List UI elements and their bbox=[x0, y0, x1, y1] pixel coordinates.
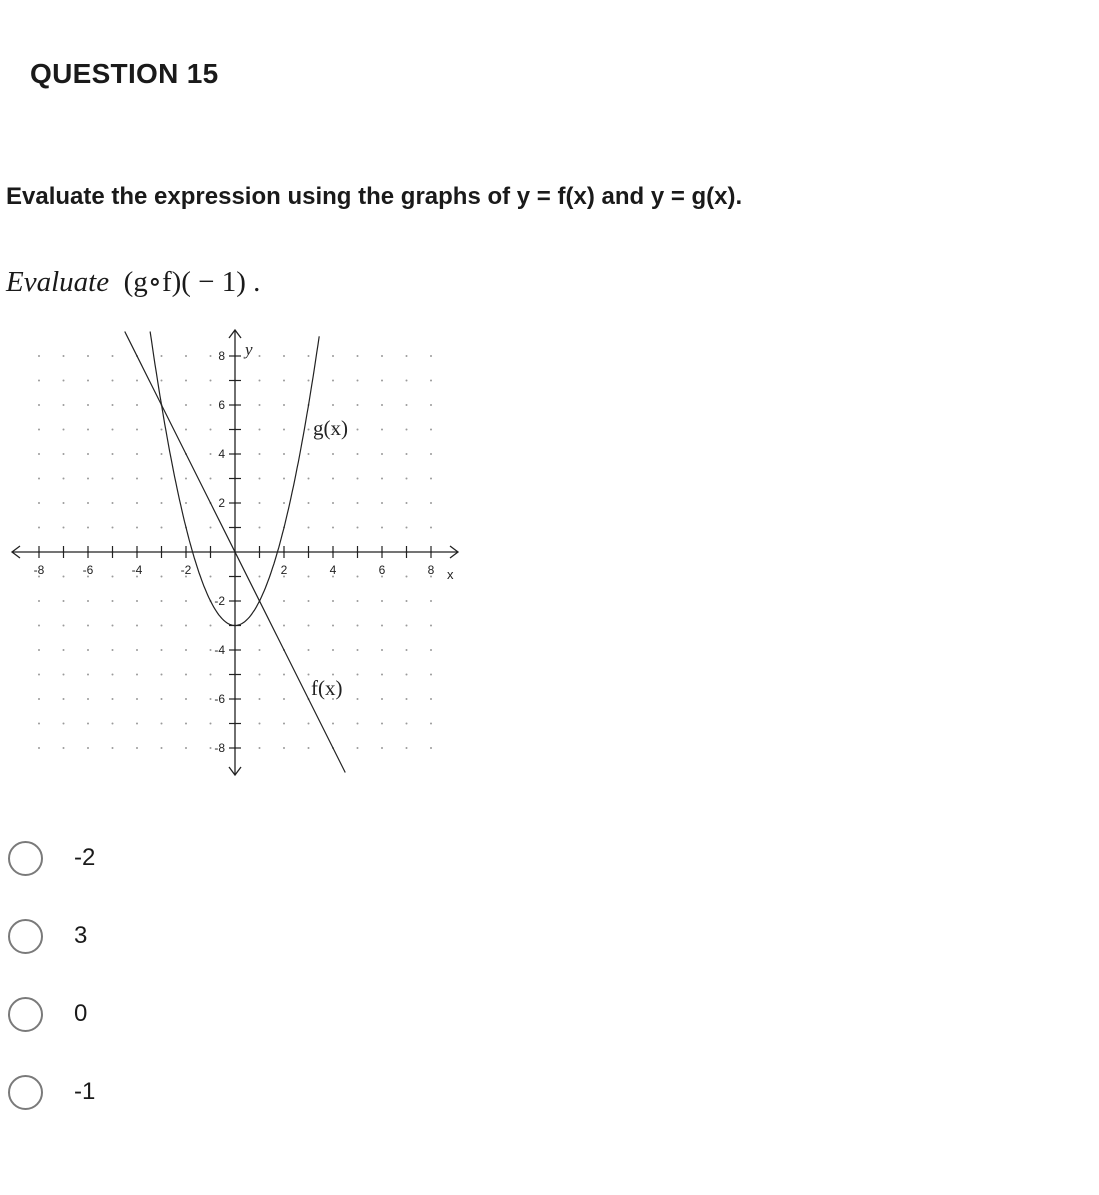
grid-dot bbox=[63, 527, 65, 529]
grid-dot bbox=[210, 380, 212, 382]
grid-dot bbox=[161, 674, 163, 676]
grid-dot bbox=[332, 600, 334, 602]
grid-dot bbox=[357, 502, 359, 504]
grid-dot bbox=[112, 625, 114, 627]
grid-dot bbox=[161, 600, 163, 602]
grid-dot bbox=[87, 355, 89, 357]
y-tick-label: 2 bbox=[218, 496, 225, 510]
grid-dot bbox=[381, 355, 383, 357]
grid-dot bbox=[283, 625, 285, 627]
grid-dot bbox=[161, 723, 163, 725]
grid-dot bbox=[38, 429, 40, 431]
grid-dot bbox=[63, 625, 65, 627]
grid-dot bbox=[259, 478, 261, 480]
grid-dot bbox=[308, 649, 310, 651]
grid-dot bbox=[283, 429, 285, 431]
grid-dot bbox=[283, 674, 285, 676]
option-label[interactable]: -1 bbox=[74, 1078, 96, 1105]
grid-dot bbox=[38, 723, 40, 725]
grid-dot bbox=[406, 747, 408, 749]
grid-dot bbox=[87, 600, 89, 602]
grid-dot bbox=[430, 478, 432, 480]
grid-dot bbox=[308, 674, 310, 676]
grid-dot bbox=[430, 380, 432, 382]
grid-dot bbox=[185, 747, 187, 749]
grid-dot bbox=[112, 355, 114, 357]
grid-dot bbox=[259, 698, 261, 700]
grid-dot bbox=[112, 453, 114, 455]
grid-dot bbox=[161, 625, 163, 627]
grid-dot bbox=[210, 698, 212, 700]
grid-dot bbox=[259, 453, 261, 455]
grid-dot bbox=[283, 698, 285, 700]
grid-dot bbox=[38, 478, 40, 480]
grid-dot bbox=[430, 453, 432, 455]
grid-dot bbox=[430, 698, 432, 700]
grid-dot bbox=[63, 576, 65, 578]
grid-dot bbox=[112, 429, 114, 431]
y-tick-label: -6 bbox=[214, 692, 225, 706]
grid-dot bbox=[161, 355, 163, 357]
grid-dot bbox=[185, 674, 187, 676]
grid-dot bbox=[381, 674, 383, 676]
grid-dot bbox=[63, 404, 65, 406]
grid-dot bbox=[283, 404, 285, 406]
grid-dot bbox=[259, 674, 261, 676]
y-tick-label: -4 bbox=[214, 643, 225, 657]
grid-dot bbox=[332, 649, 334, 651]
grid-dot bbox=[63, 478, 65, 480]
grid-dot bbox=[332, 380, 334, 382]
grid-dot bbox=[38, 698, 40, 700]
grid-dot bbox=[259, 355, 261, 357]
grid-dot bbox=[161, 380, 163, 382]
grid-dot bbox=[430, 355, 432, 357]
grid-dot bbox=[430, 649, 432, 651]
grid-dot bbox=[38, 674, 40, 676]
grid-dot bbox=[210, 429, 212, 431]
grid-dot bbox=[357, 380, 359, 382]
grid-dot bbox=[63, 355, 65, 357]
grid-dot bbox=[357, 674, 359, 676]
grid-dot bbox=[38, 453, 40, 455]
grid-dot bbox=[430, 747, 432, 749]
grid-dot bbox=[185, 625, 187, 627]
grid-dot bbox=[430, 429, 432, 431]
grid-dot bbox=[332, 404, 334, 406]
grid-dot bbox=[381, 429, 383, 431]
grid-dot bbox=[210, 355, 212, 357]
grid-dot bbox=[381, 453, 383, 455]
grid-dot bbox=[406, 404, 408, 406]
expression-math: (g∘f)( − 1) . bbox=[123, 266, 261, 298]
grid-dot bbox=[406, 723, 408, 725]
grid-dot bbox=[38, 404, 40, 406]
grid-dot bbox=[308, 355, 310, 357]
grid-dot bbox=[406, 698, 408, 700]
grid-dot bbox=[136, 502, 138, 504]
grid-dot bbox=[136, 453, 138, 455]
question-header: QUESTION 15 bbox=[30, 58, 219, 89]
grid-dot bbox=[381, 723, 383, 725]
grid-dot bbox=[161, 576, 163, 578]
grid-dot bbox=[430, 723, 432, 725]
grid-dot bbox=[87, 625, 89, 627]
grid-dot bbox=[161, 502, 163, 504]
grid-dot bbox=[283, 380, 285, 382]
grid-dot bbox=[308, 576, 310, 578]
grid-dot bbox=[112, 502, 114, 504]
grid-dot bbox=[406, 527, 408, 529]
grid-dot bbox=[406, 600, 408, 602]
grid-dot bbox=[259, 576, 261, 578]
radio-button[interactable] bbox=[8, 841, 43, 876]
grid-dot bbox=[357, 478, 359, 480]
grid-dot bbox=[185, 478, 187, 480]
grid-dot bbox=[161, 747, 163, 749]
grid-dot bbox=[112, 747, 114, 749]
y-tick-label: -8 bbox=[214, 741, 225, 755]
grid-dot bbox=[430, 600, 432, 602]
grid-dot bbox=[381, 625, 383, 627]
grid-dot bbox=[136, 649, 138, 651]
grid-dot bbox=[332, 502, 334, 504]
grid-dot bbox=[332, 355, 334, 357]
grid-dot bbox=[136, 478, 138, 480]
grid-dot bbox=[161, 429, 163, 431]
grid-dot bbox=[112, 674, 114, 676]
grid-dot bbox=[406, 674, 408, 676]
grid-dot bbox=[381, 600, 383, 602]
grid-dot bbox=[112, 698, 114, 700]
grid-dot bbox=[357, 355, 359, 357]
grid-dot bbox=[381, 527, 383, 529]
y-axis-label: y bbox=[245, 340, 253, 359]
grid-dot bbox=[406, 355, 408, 357]
grid-dot bbox=[185, 600, 187, 602]
option-label[interactable]: -2 bbox=[74, 844, 96, 871]
grid-dot bbox=[185, 502, 187, 504]
grid-dot bbox=[185, 404, 187, 406]
grid-dot bbox=[185, 649, 187, 651]
grid-dot bbox=[357, 649, 359, 651]
grid-dot bbox=[63, 429, 65, 431]
grid-dot bbox=[406, 453, 408, 455]
grid-dot bbox=[430, 527, 432, 529]
grid-dot bbox=[259, 527, 261, 529]
grid-dot bbox=[430, 625, 432, 627]
grid-dot bbox=[87, 698, 89, 700]
grid-dot bbox=[381, 380, 383, 382]
grid-dot bbox=[308, 600, 310, 602]
grid-dot bbox=[406, 380, 408, 382]
grid-dot bbox=[283, 723, 285, 725]
grid-dot bbox=[185, 429, 187, 431]
expression bbox=[6, 264, 260, 299]
grid-dot bbox=[63, 600, 65, 602]
grid-dot bbox=[259, 380, 261, 382]
grid-dot bbox=[381, 404, 383, 406]
grid-dot bbox=[87, 527, 89, 529]
grid-dot bbox=[112, 527, 114, 529]
grid-dot bbox=[357, 625, 359, 627]
grid-dot bbox=[136, 674, 138, 676]
grid-dot bbox=[112, 404, 114, 406]
grid-dot bbox=[63, 453, 65, 455]
x-tick-label: 8 bbox=[427, 563, 435, 577]
g-curve-label: g(x) bbox=[313, 416, 348, 440]
option-label[interactable]: 0 bbox=[74, 1000, 88, 1027]
grid-dot bbox=[308, 527, 310, 529]
grid-dot bbox=[357, 404, 359, 406]
grid-dot bbox=[406, 576, 408, 578]
grid-dot bbox=[87, 429, 89, 431]
grid-dot bbox=[185, 380, 187, 382]
x-tick-label: 4 bbox=[329, 563, 337, 577]
grid-dot bbox=[38, 502, 40, 504]
grid-dot bbox=[259, 404, 261, 406]
grid-dot bbox=[430, 674, 432, 676]
grid-dot bbox=[308, 478, 310, 480]
grid-dot bbox=[87, 723, 89, 725]
grid-dot bbox=[136, 404, 138, 406]
option-label[interactable]: 3 bbox=[74, 922, 88, 949]
grid-dot bbox=[357, 527, 359, 529]
grid-dot bbox=[136, 625, 138, 627]
grid-dot bbox=[283, 478, 285, 480]
grid-dot bbox=[38, 527, 40, 529]
grid-dot bbox=[308, 429, 310, 431]
grid-dot bbox=[136, 723, 138, 725]
grid-dot bbox=[136, 429, 138, 431]
grid-dot bbox=[38, 380, 40, 382]
grid-dot bbox=[87, 478, 89, 480]
grid-dot bbox=[210, 478, 212, 480]
grid-dot bbox=[381, 747, 383, 749]
grid-dot bbox=[38, 747, 40, 749]
grid-dot bbox=[161, 453, 163, 455]
grid-dot bbox=[112, 600, 114, 602]
grid-dot bbox=[308, 453, 310, 455]
grid-dot bbox=[406, 502, 408, 504]
grid-dot bbox=[259, 649, 261, 651]
grid-dot bbox=[185, 698, 187, 700]
grid-dot bbox=[357, 429, 359, 431]
grid-dot bbox=[259, 502, 261, 504]
grid-dot bbox=[357, 600, 359, 602]
radio-button[interactable] bbox=[8, 1075, 43, 1110]
grid-dot bbox=[259, 625, 261, 627]
grid-dot bbox=[161, 649, 163, 651]
y-tick-label: 8 bbox=[218, 349, 225, 363]
question-instruction: Evaluate the expression using the graphs of y = f(x) and y = g(x). bbox=[6, 183, 743, 210]
grid-dot bbox=[210, 674, 212, 676]
grid-dot bbox=[161, 698, 163, 700]
grid-dot bbox=[332, 478, 334, 480]
grid-dot bbox=[210, 527, 212, 529]
grid-dot bbox=[430, 404, 432, 406]
grid-dot bbox=[259, 747, 261, 749]
expression-word: Evaluate bbox=[6, 266, 110, 298]
grid-dot bbox=[332, 453, 334, 455]
grid-dot bbox=[332, 723, 334, 725]
grid-dot bbox=[357, 453, 359, 455]
grid-dot bbox=[87, 404, 89, 406]
grid-dot bbox=[185, 723, 187, 725]
grid-dot bbox=[430, 502, 432, 504]
x-tick-label: -2 bbox=[180, 563, 192, 577]
x-tick-label: -8 bbox=[33, 563, 45, 577]
grid-dot bbox=[381, 478, 383, 480]
f-curve-label: f(x) bbox=[311, 676, 343, 700]
grid-dot bbox=[259, 429, 261, 431]
grid-dot bbox=[87, 747, 89, 749]
grid-dot bbox=[136, 747, 138, 749]
grid-dot bbox=[87, 502, 89, 504]
grid-dot bbox=[63, 502, 65, 504]
grid-dot bbox=[308, 723, 310, 725]
grid-dot bbox=[210, 649, 212, 651]
grid-dot bbox=[332, 625, 334, 627]
grid-dot bbox=[112, 576, 114, 578]
grid-dot bbox=[87, 674, 89, 676]
grid-dot bbox=[308, 747, 310, 749]
grid-dot bbox=[357, 698, 359, 700]
grid-dot bbox=[136, 527, 138, 529]
grid-dot bbox=[87, 649, 89, 651]
grid-dot bbox=[357, 723, 359, 725]
grid-dot bbox=[63, 649, 65, 651]
grid-dot bbox=[87, 453, 89, 455]
grid-dot bbox=[161, 478, 163, 480]
grid-dot bbox=[210, 576, 212, 578]
grid-dot bbox=[283, 600, 285, 602]
grid-dot bbox=[161, 527, 163, 529]
grid-dot bbox=[63, 698, 65, 700]
grid-dot bbox=[210, 723, 212, 725]
grid-dot bbox=[210, 747, 212, 749]
grid-dot bbox=[381, 698, 383, 700]
grid-dot bbox=[283, 502, 285, 504]
x-tick-label: -4 bbox=[131, 563, 143, 577]
grid-dot bbox=[112, 380, 114, 382]
grid-dot bbox=[87, 380, 89, 382]
x-tick-label: 2 bbox=[280, 563, 288, 577]
grid-dot bbox=[136, 380, 138, 382]
grid-dot bbox=[63, 380, 65, 382]
grid-dot bbox=[38, 649, 40, 651]
grid-dot bbox=[357, 747, 359, 749]
x-axis-label: x bbox=[447, 567, 454, 582]
grid-dot bbox=[381, 649, 383, 651]
grid-dot bbox=[406, 429, 408, 431]
grid-dot bbox=[259, 723, 261, 725]
grid-dot bbox=[406, 625, 408, 627]
grid-dot bbox=[357, 576, 359, 578]
grid-dot bbox=[308, 502, 310, 504]
function-graph bbox=[0, 320, 480, 790]
grid-dot bbox=[63, 723, 65, 725]
grid-dot bbox=[283, 355, 285, 357]
grid-dot bbox=[63, 747, 65, 749]
x-tick-labels bbox=[34, 563, 435, 577]
grid-dot bbox=[38, 355, 40, 357]
x-tick-label: -6 bbox=[82, 563, 94, 577]
x-tick-label: 6 bbox=[378, 563, 386, 577]
grid-dot bbox=[136, 600, 138, 602]
grid-dot bbox=[210, 453, 212, 455]
grid-dot bbox=[210, 625, 212, 627]
y-tick-label: 4 bbox=[218, 447, 225, 461]
grid-dot bbox=[332, 527, 334, 529]
grid-dot bbox=[381, 502, 383, 504]
grid-dot bbox=[406, 478, 408, 480]
grid-dot bbox=[112, 649, 114, 651]
grid-dot bbox=[185, 355, 187, 357]
grid-dot bbox=[308, 625, 310, 627]
grid-dot bbox=[136, 698, 138, 700]
grid-dot bbox=[283, 747, 285, 749]
radio-button[interactable] bbox=[8, 919, 43, 954]
grid-dot bbox=[63, 674, 65, 676]
grid-dot bbox=[112, 723, 114, 725]
grid-dot bbox=[210, 404, 212, 406]
grid-dot bbox=[38, 625, 40, 627]
grid-dot bbox=[406, 649, 408, 651]
grid-dot bbox=[38, 600, 40, 602]
y-tick-label: -2 bbox=[214, 594, 225, 608]
grid-dot bbox=[283, 453, 285, 455]
grid-dot bbox=[308, 380, 310, 382]
grid-dot bbox=[112, 478, 114, 480]
y-tick-label: 6 bbox=[218, 398, 225, 412]
radio-button[interactable] bbox=[8, 997, 43, 1032]
